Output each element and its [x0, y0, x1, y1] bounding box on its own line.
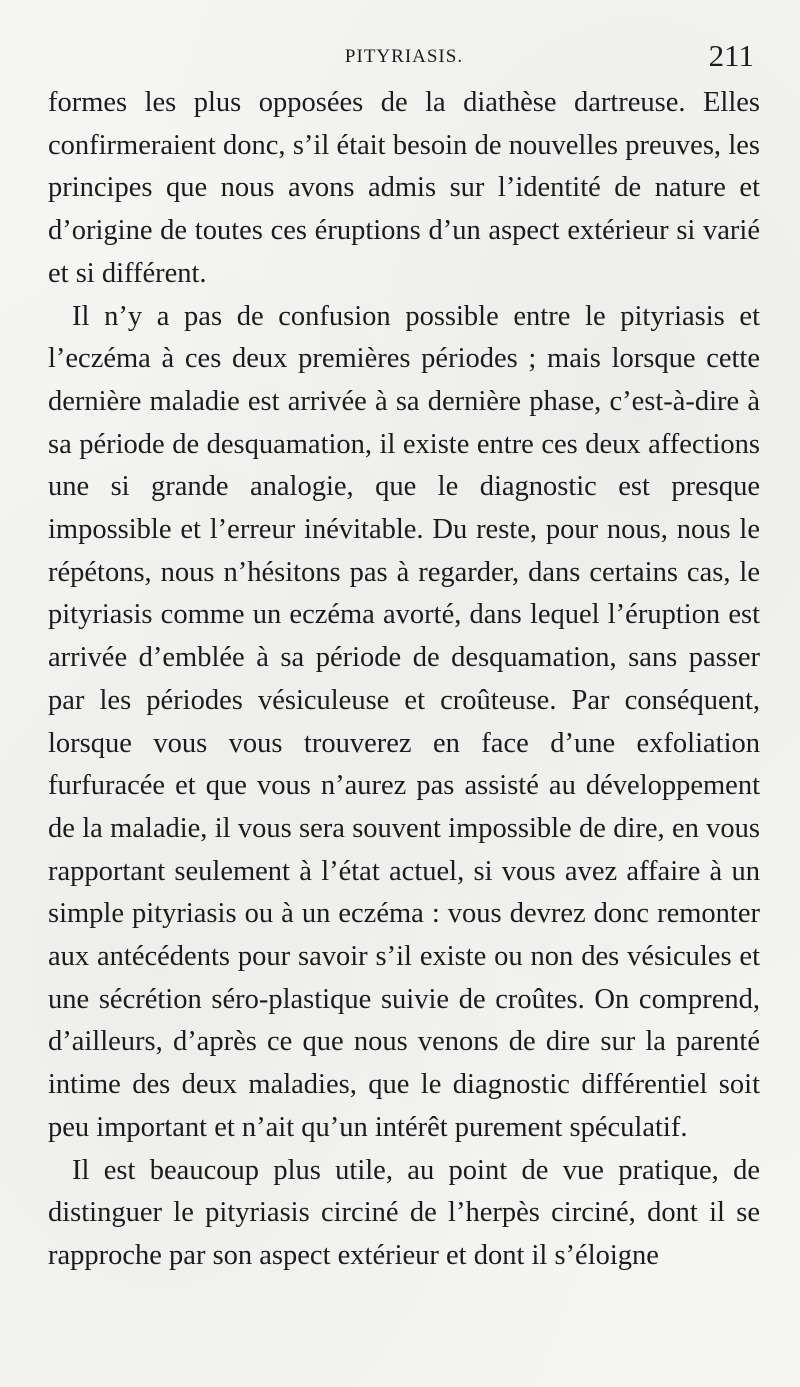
body-text — [48, 82, 760, 1278]
running-head — [48, 38, 760, 78]
paragraph-continued: formes les plus opposées de la diathèse dartreuse. Elles confirmeraient donc, s’il était besoin de nouvelles preuves, les principes que nous avons admis sur l’identité de nature et d’origine de toutes ces éruptions d’un aspect extérieur si varié et si différent. — [48, 87, 760, 289]
paragraph-herpes-circine: Il est beaucoup plus utile, au point de vue pratique, de distinguer le pityriasis circiné de l’herpès circiné, dont il se rapproche par son aspect extérieur et dont il s’éloigne — [48, 1154, 760, 1271]
paragraph-diagnosis-eczema: Il n’y a pas de confusion possible entre le pityriasis et l’eczéma à ces deux premières périodes ; mais lorsque cette dernière maladie est arrivée à sa dernière phase, c’est-à-dire à sa période de desquamation, il existe entre ces deux affections une si grande analogie, que le diagnostic est presque impossible et l’erreur inévitable. Du reste, pour nous, nous le répétons, nous n’hésitons pas à regarder, dans certains cas, le pityriasis comme un eczéma avorté, dans lequel l’éruption est arrivée d’emblée à sa période de desquamation, sans passer par les périodes vésiculeuse et croûteuse. Par conséquent, lorsque vous vous trouverez en face d’une exfoliation furfuracée et que vous n’aurez pas assisté au développement de la maladie, il vous sera souvent impossible de dire, en vous rapportant seulement à l’état actuel, si vous avez affaire à un simple pityriasis ou à un eczéma : vous devrez donc remonter aux antécédents pour savoir s’il existe ou non des vésicules et une sécrétion séro-plastique suivie de croûtes. On comprend, d’ailleurs, d’après ce que nous venons de dire sur la parenté intime des deux maladies, que le diagnostic différentiel soit peu important et n’ait qu’un intérêt purement spéculatif. — [48, 300, 760, 1143]
page-number: 211 — [708, 38, 754, 73]
running-title: PITYRIASIS. — [344, 46, 464, 67]
